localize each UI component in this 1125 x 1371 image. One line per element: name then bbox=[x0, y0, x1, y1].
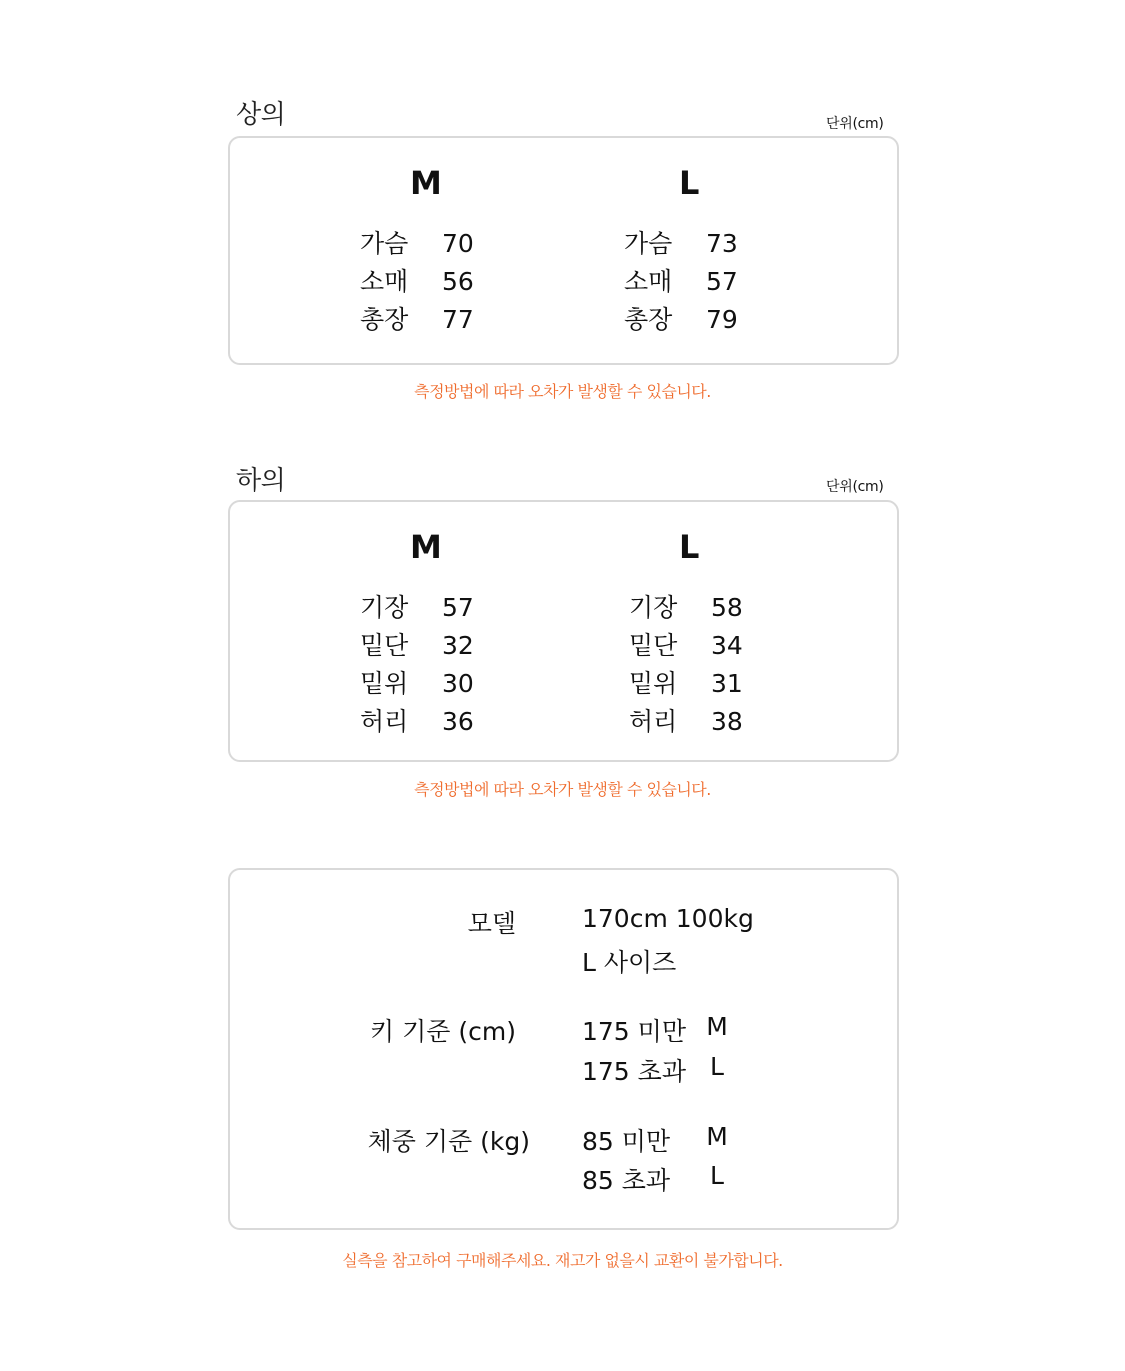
top-size-m-header: M bbox=[410, 164, 442, 202]
bottom-m-row bbox=[360, 664, 474, 700]
top-l-row bbox=[624, 224, 738, 260]
top-m-row bbox=[360, 300, 474, 336]
top-m-row-label: 가슴 bbox=[360, 229, 409, 258]
top-l-row-value: 57 bbox=[706, 267, 738, 296]
top-unit-label: 단위(cm) bbox=[826, 116, 884, 132]
top-m-row-value: 77 bbox=[442, 305, 474, 334]
bottom-l-row-value: 34 bbox=[711, 631, 743, 660]
bottom-m-row-label: 허리 bbox=[360, 707, 409, 736]
top-m-row-label: 소매 bbox=[360, 267, 409, 296]
weight-guide-size: L bbox=[710, 1161, 724, 1190]
bottom-l-row-value: 38 bbox=[711, 707, 743, 736]
bottom-m-row-label: 기장 bbox=[360, 593, 409, 622]
top-m-row bbox=[360, 262, 474, 298]
bottom-unit-label: 단위(cm) bbox=[826, 479, 884, 495]
top-size-l-header: L bbox=[679, 164, 700, 202]
bottom-m-row-value: 36 bbox=[442, 707, 474, 736]
bottom-m-row-label: 밑단 bbox=[360, 631, 409, 660]
bottom-m-row-value: 32 bbox=[442, 631, 474, 660]
bottom-m-row bbox=[360, 626, 474, 662]
height-guide-label: 키 기준 (cm) bbox=[370, 1017, 516, 1046]
top-section-title: 상의 bbox=[236, 100, 286, 130]
top-m-row bbox=[360, 224, 474, 260]
top-size-table bbox=[228, 136, 899, 365]
height-guide-size: L bbox=[710, 1052, 724, 1081]
top-l-row bbox=[624, 300, 738, 336]
top-l-row-value: 73 bbox=[706, 229, 738, 258]
bottom-size-table bbox=[228, 500, 899, 762]
top-l-row bbox=[624, 262, 738, 298]
weight-guide-range: 85 초과 bbox=[582, 1166, 671, 1195]
bottom-l-row bbox=[629, 588, 743, 624]
bottom-l-row-label: 허리 bbox=[629, 707, 678, 736]
bottom-l-row bbox=[629, 626, 743, 662]
height-guide-size: M bbox=[706, 1012, 728, 1041]
bottom-m-row bbox=[360, 588, 474, 624]
top-measurement-note: 측정방법에 따라 오차가 발생할 수 있습니다. bbox=[414, 382, 711, 401]
bottom-size-m-header: M bbox=[410, 528, 442, 566]
bottom-m-row-value: 30 bbox=[442, 669, 474, 698]
bottom-m-row bbox=[360, 702, 474, 738]
height-guide-range: 175 초과 bbox=[582, 1057, 686, 1086]
bottom-l-row-label: 밑위 bbox=[629, 669, 678, 698]
top-l-row-label: 가슴 bbox=[624, 229, 673, 258]
bottom-l-row bbox=[629, 702, 743, 738]
top-m-row-value: 56 bbox=[442, 267, 474, 296]
bottom-l-row-value: 31 bbox=[711, 669, 743, 698]
top-l-row-label: 소매 bbox=[624, 267, 673, 296]
bottom-m-row-value: 57 bbox=[442, 593, 474, 622]
model-size: L 사이즈 bbox=[582, 948, 677, 977]
weight-guide-label: 체중 기준 (kg) bbox=[367, 1127, 530, 1156]
top-l-row-value: 79 bbox=[706, 305, 738, 334]
bottom-measurement-note: 측정방법에 따라 오차가 발생할 수 있습니다. bbox=[414, 780, 711, 799]
bottom-l-row-label: 기장 bbox=[629, 593, 678, 622]
purchase-note: 실측을 참고하여 구매해주세요. 재고가 없을시 교환이 불가합니다. bbox=[342, 1251, 783, 1270]
bottom-l-row bbox=[629, 664, 743, 700]
size-guide-box bbox=[228, 868, 899, 1230]
top-l-row-label: 총장 bbox=[624, 305, 673, 334]
model-label: 모델 bbox=[467, 909, 516, 938]
top-m-row-label: 총장 bbox=[360, 305, 409, 334]
bottom-l-row-value: 58 bbox=[711, 593, 743, 622]
weight-guide-range: 85 미만 bbox=[582, 1127, 671, 1156]
bottom-l-row-label: 밑단 bbox=[629, 631, 678, 660]
model-spec: 170cm 100kg bbox=[582, 904, 754, 933]
bottom-size-l-header: L bbox=[679, 528, 700, 566]
top-m-row-value: 70 bbox=[442, 229, 474, 258]
weight-guide-size: M bbox=[706, 1122, 728, 1151]
height-guide-range: 175 미만 bbox=[582, 1017, 686, 1046]
bottom-m-row-label: 밑위 bbox=[360, 669, 409, 698]
bottom-section-title: 하의 bbox=[236, 466, 286, 496]
